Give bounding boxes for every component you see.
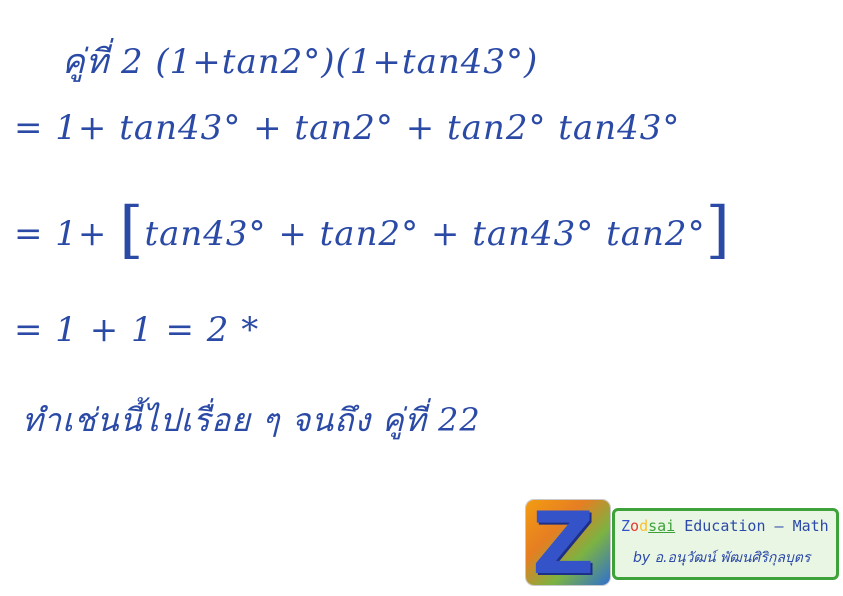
close-bracket: ] (705, 193, 731, 266)
line-expansion: = 1+ tan43° + tan2° + tan2° tan43° (14, 108, 681, 148)
brand-title: Zodsai Education – Math (621, 517, 829, 535)
z-logo-icon: Z (526, 500, 610, 585)
line-grouped-inner: tan43° + tan2° + tan43° tan2° (144, 214, 706, 254)
line-grouped (14, 193, 731, 266)
line-continue-note: ทำเช่นนี้ไปเรื่อย ๆ จนถึง คู่ที่ 22 (22, 401, 481, 439)
open-bracket: [ (119, 193, 145, 266)
line-pair-2: คู่ที่ 2 (1+tan2°)(1+tan43°) (62, 42, 539, 82)
brand-byline: by อ.อนุวัฒน์ พัฒนศิริกุลบุตร (633, 550, 811, 566)
zodsai-logo (526, 500, 837, 585)
line-grouped-prefix: = 1+ (14, 214, 108, 254)
line-result: = 1 + 1 = 2 * (14, 310, 260, 350)
brand-tag (612, 508, 839, 580)
